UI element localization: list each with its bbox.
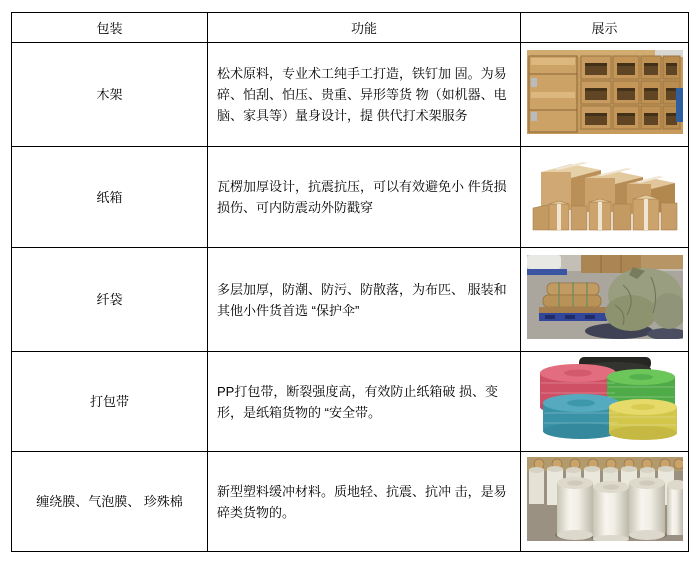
packaging-name: 纸箱 <box>12 147 208 248</box>
photo-cell <box>521 147 689 248</box>
table-row-wooden-frame <box>12 43 689 147</box>
packaging-name: 打包带 <box>12 352 208 452</box>
photo-cell <box>521 248 689 352</box>
table-row-stretch-film <box>12 452 689 552</box>
function-text: 多层加厚，防潮、防污、防散落，为布匹、 服装和其他小件货首选 “保护伞” <box>208 248 521 352</box>
photo-cell <box>521 352 689 452</box>
strapping-rolls-photo <box>527 357 683 441</box>
table-row-strapping <box>12 352 689 452</box>
woven-bags-photo <box>527 255 683 339</box>
cardboard-boxes-photo <box>527 152 683 236</box>
function-text: PP打包带，断裂强度高，有效防止纸箱破 损、变形，是纸箱货物的 “安全带。 <box>208 352 521 452</box>
function-text: 新型塑料缓冲材料。质地轻、抗震、抗冲 击，是易碎类货物的。 <box>208 452 521 552</box>
col-header-function: 功能 <box>208 13 521 43</box>
packaging-name: 缠绕膜、气泡膜、 珍殊棉 <box>12 452 208 552</box>
photo-cell <box>521 43 689 147</box>
col-header-packaging: 包装 <box>12 13 208 43</box>
table-row-woven-bag <box>12 248 689 352</box>
header-row <box>12 13 689 43</box>
packaging-name: 纤袋 <box>12 248 208 352</box>
packaging-table <box>11 12 689 552</box>
col-header-display: 展示 <box>521 13 689 43</box>
stretch-film-rolls-photo <box>527 457 683 541</box>
packaging-name: 木架 <box>12 43 208 147</box>
function-text: 瓦楞加厚设计，抗震抗压，可以有效避免小 件货损损伤、可内防震动外防戳穿 <box>208 147 521 248</box>
function-text: 松术原料，专业术工纯手工打造，铁钉加 固。为易碎、怕刮、怕压、贵重、异形等货 物（如机器、电脑、家具等）量身设计，提 供代打术架服务 <box>208 43 521 147</box>
photo-cell <box>521 452 689 552</box>
table-row-carton <box>12 147 689 248</box>
wooden-crates-photo <box>527 50 683 134</box>
